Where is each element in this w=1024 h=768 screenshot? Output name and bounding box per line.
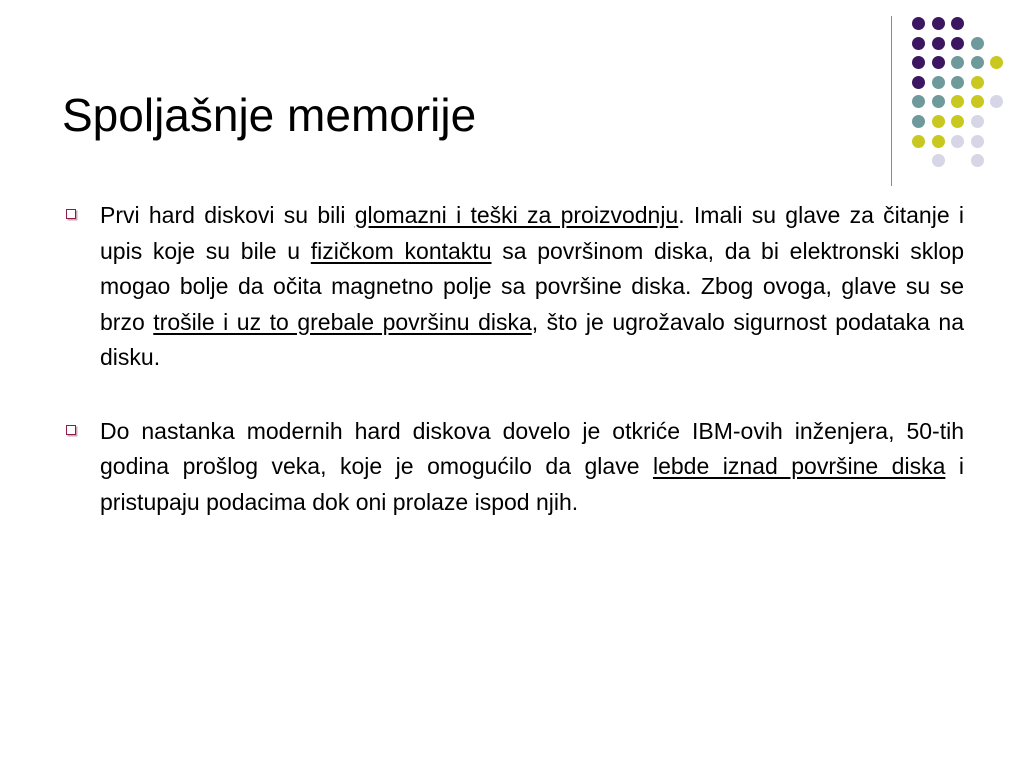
decorative-dot [932,17,945,30]
square-bullet-icon [66,209,76,219]
decorative-dot [951,37,964,50]
decorative-dot [971,135,984,148]
slide-content [62,198,964,558]
decorative-dot [932,115,945,128]
underlined-phrase: glomazni i teški za proizvodnju [354,202,679,228]
decorative-dot [971,56,984,69]
decorative-dot [932,95,945,108]
slide-title: Spoljašnje memorije [62,89,477,141]
text-run: Do nastanka modernih hard diskova dovelo je otkriće IBM-ovih inženjera, 50-tih godina prošlog veka, koje je omogućilo da glave [100,417,964,479]
decorative-dot [932,56,945,69]
decorative-dot [971,37,984,50]
decorative-dot [912,95,925,108]
decorative-dot [971,76,984,89]
bullet-text-2 [100,414,964,521]
decorative-dot [932,76,945,89]
decorative-dot [932,135,945,148]
decorative-dot [971,95,984,108]
decorative-dot [951,56,964,69]
decorative-dot [951,135,964,148]
text-run: Prvi hard diskovi su bili [100,202,355,228]
text-run: i pristupaju podacima dok oni prolaze ispod njih. [100,453,964,515]
decorative-dot [990,95,1003,108]
underlined-phrase: lebde iznad površine diska [652,453,946,479]
decorative-dot [932,154,945,167]
text-run: , što je ugrožavalo sigurnost podataka na disku. [100,308,964,370]
decorative-dot [912,17,925,30]
decorative-dot [951,76,964,89]
decorative-dot [932,37,945,50]
decorative-dot [951,95,964,108]
decorative-dot [951,17,964,30]
decorative-dot [912,135,925,148]
bullet-item-1 [62,198,964,376]
square-bullet-icon [66,425,76,435]
decorative-dot [971,115,984,128]
decorative-dot [971,154,984,167]
decorative-dot [951,115,964,128]
text-run: . Imali su glave za čitanje i upis koje su bile u [100,202,965,264]
decorative-dot [912,56,925,69]
decorative-dot-grid [0,0,1024,200]
decorative-dot [990,56,1003,69]
bullet-item-2 [62,414,964,521]
text-run: sa površinom diska, da bi elektronski sklop mogao bolje da očita magnetno polje sa površine diska. Zbog ovoga, glave su se brzo [100,237,964,335]
decorative-dot [912,115,925,128]
decorative-dot [912,76,925,89]
underlined-phrase: trošile i uz to grebale površinu diska [153,308,532,335]
underlined-phrase: fizičkom kontaktu [310,237,492,264]
decorative-dot [912,37,925,50]
bullet-text-1 [100,198,964,376]
